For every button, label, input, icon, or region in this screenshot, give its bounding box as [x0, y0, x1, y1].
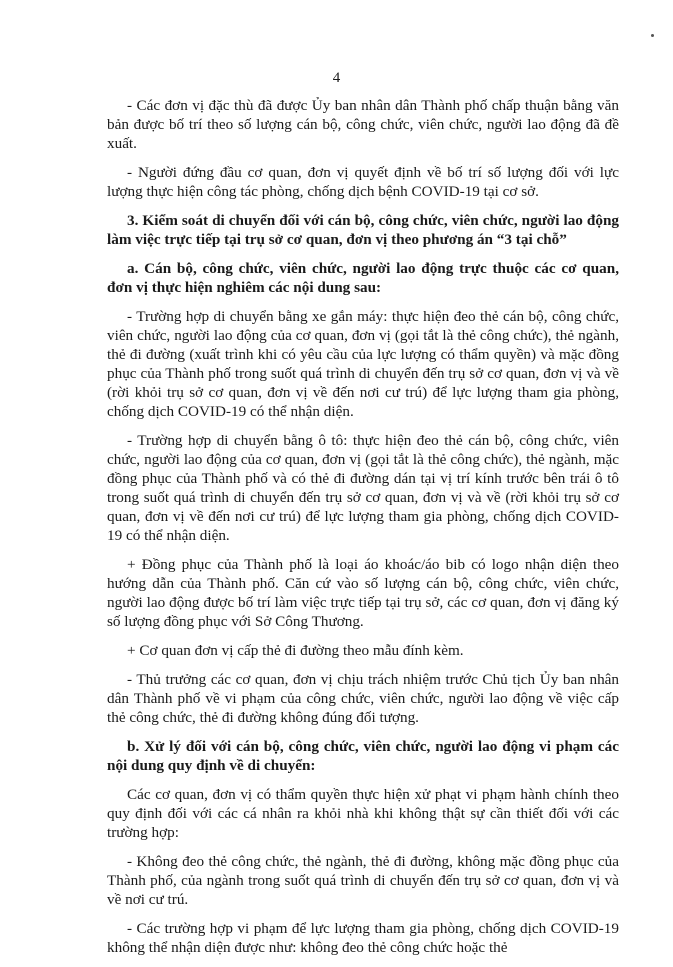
document-body	[107, 96, 619, 967]
paragraph-head-decides: - Người đứng đầu cơ quan, đơn vị quyết định về bố trí số lượng đối với lực lượng thực hiện công tác phòng, chống dịch bệnh COVID-19 tại cơ sở.	[107, 164, 619, 200]
paragraph-units-approved: - Các đơn vị đặc thù đã được Ủy ban nhân dân Thành phố chấp thuận bằng văn bản được bố trí theo số lượng cán bộ, công chức, viên chức, người lao động đã đề xuất.	[107, 97, 619, 152]
paragraph-unidentifiable: - Các trường hợp vi phạm để lực lượng tham gia phòng, chống dịch COVID-19 không thể nhận diện được như: không đeo thẻ công chức hoặc thẻ	[107, 920, 619, 956]
page-number: 4	[332, 70, 341, 86]
paragraph-no-card: - Không đeo thẻ công chức, thẻ ngành, thẻ đi đường, không mặc đồng phục của Thành phố, của ngành trong suốt quá trình di chuyển đến trụ sở cơ quan, đơn vị và về nơi cư trú.	[107, 853, 619, 908]
paragraph-travel-card: + Cơ quan đơn vị cấp thẻ đi đường theo mẫu đính kèm.	[127, 642, 464, 659]
paragraph-uniform: + Đồng phục của Thành phố là loại áo khoác/áo bib có logo nhận diện theo hướng dẫn của Thành phố. Căn cứ vào số lượng cán bộ, công chức, viên chức, người lao động được bố trí làm việc trực tiếp tại trụ sở, các cơ quan, đơn vị đăng ký số lượng đồng phục với Sở Công Thương.	[107, 556, 619, 630]
heading-section-3b: b. Xử lý đối với cán bộ, công chức, viên chức, người lao động vi phạm các nội dung quy định về di chuyển:	[107, 738, 619, 774]
scan-speck	[651, 34, 654, 37]
heading-section-3a: a. Cán bộ, công chức, viên chức, người lao động trực thuộc các cơ quan, đơn vị thực hiện nghiêm các nội dung sau:	[107, 260, 619, 296]
paragraph-car: - Trường hợp di chuyển bằng ô tô: thực hiện đeo thẻ cán bộ, công chức, viên chức, người lao động của cơ quan, đơn vị (gọi tắt là thẻ công chức), thẻ ngành, mặc đồng phục của Thành phố và có thẻ đi đường dán tại vị trí kính trước bên trái ô tô trong suốt quá trình di chuyển đến trụ sở cơ quan, đơn vị và về (rời khỏi trụ sở cơ quan, đơn vị về đến nơi cư trú) để lực lượng tham gia phòng, chống dịch COVID-19 có thể nhận diện.	[107, 432, 619, 544]
paragraph-penalty-intro: Các cơ quan, đơn vị có thẩm quyền thực hiện xử phạt vi phạm hành chính theo quy định đối với các cá nhân ra khỏi nhà khi không thật sự cần thiết đối với các trường hợp:	[107, 786, 619, 841]
heading-section-3: 3. Kiểm soát di chuyển đối với cán bộ, công chức, viên chức, người lao động làm việc trực tiếp tại trụ sở cơ quan, đơn vị theo phương án “3 tại chỗ”	[107, 212, 619, 248]
paragraph-responsibility: - Thủ trưởng các cơ quan, đơn vị chịu trách nhiệm trước Chủ tịch Ủy ban nhân dân Thành phố về vi phạm của công chức, viên chức, người lao động về việc cấp thẻ công chức, thẻ đi đường không đúng đối tượng.	[107, 671, 619, 726]
paragraph-motorbike: - Trường hợp di chuyển bằng xe gắn máy: thực hiện đeo thẻ cán bộ, công chức, viên chức, người lao động của cơ quan, đơn vị (gọi tắt là thẻ công chức), thẻ ngành, thẻ đi đường (xuất trình khi có yêu cầu của lực lượng có thẩm quyền) và mặc đồng phục của Thành phố trong suốt quá trình di chuyển đến trụ sở cơ quan, đơn vị và về (rời khỏi trụ sở cơ quan, đơn vị về đến nơi cư trú) để lực lượng tham gia phòng, chống dịch COVID-19 có thể nhận diện.	[107, 308, 619, 420]
